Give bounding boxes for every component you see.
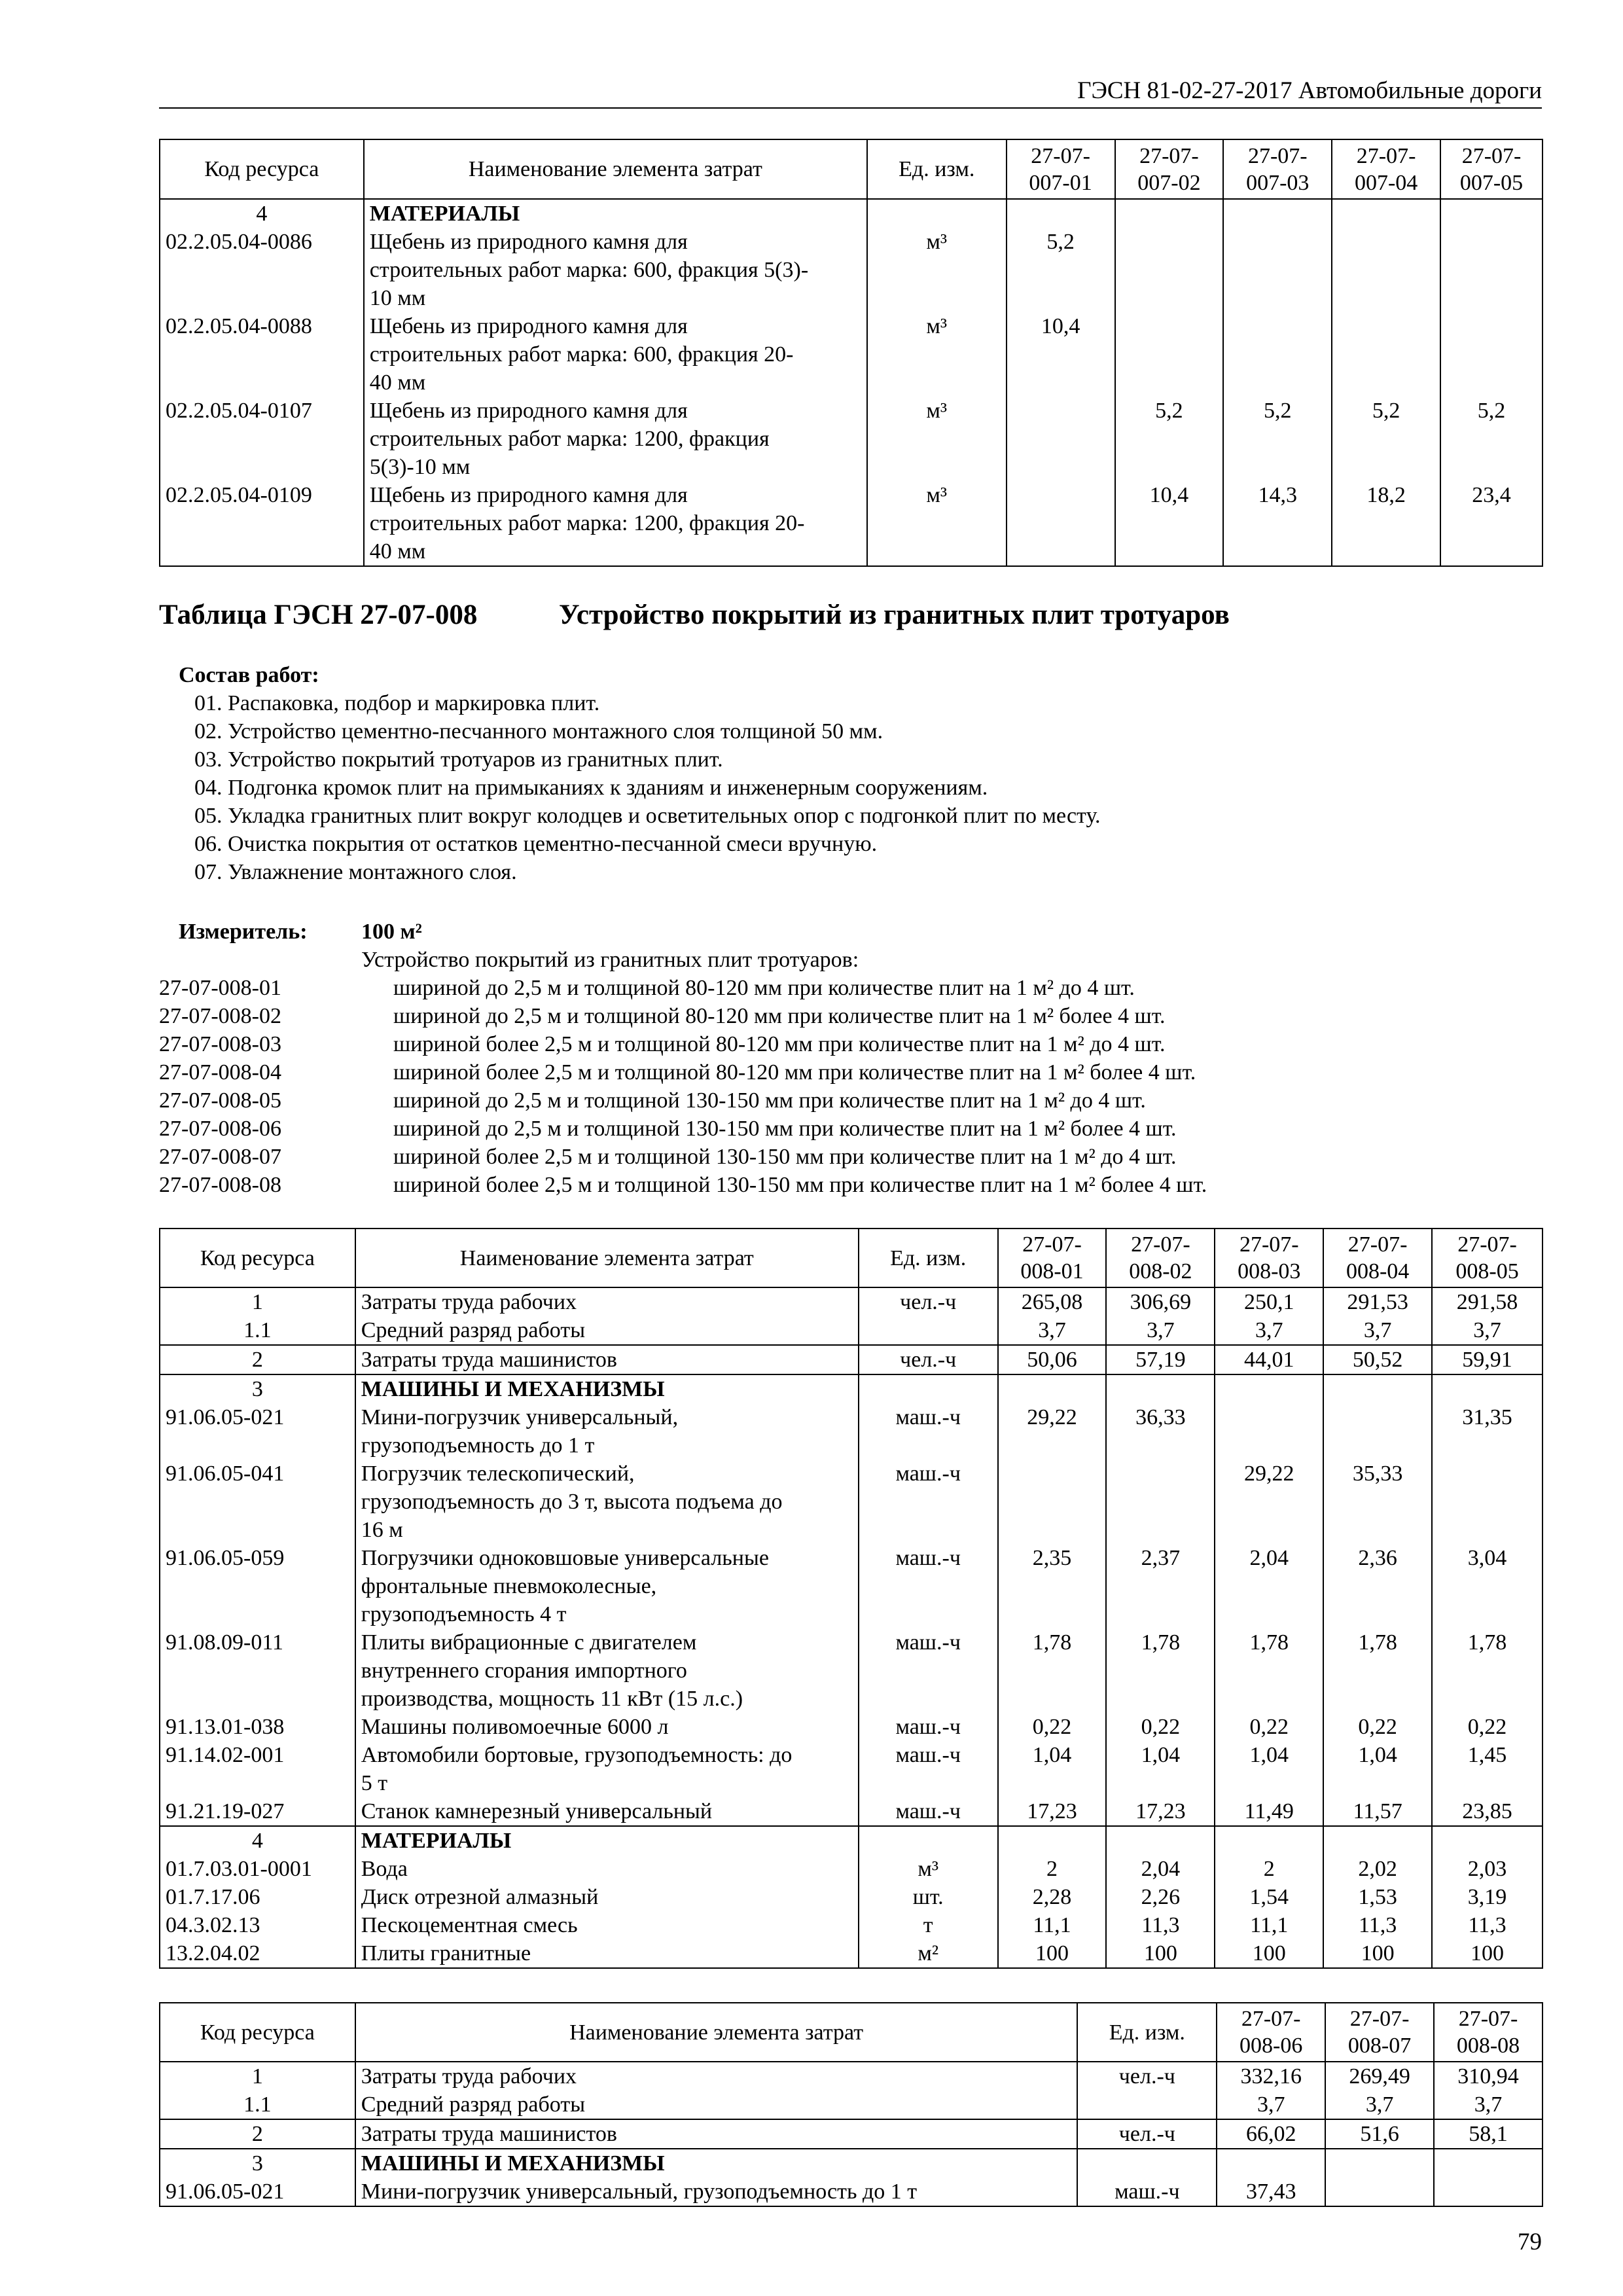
resource-code: 01.7.03.01-0001 (160, 1855, 355, 1883)
norm-value: 2,36 (1323, 1544, 1432, 1628)
norm-value: 3,7 (1432, 1316, 1543, 1345)
resource-name: Затраты труда машинистов (355, 1345, 859, 1374)
norm-value: 23,85 (1432, 1797, 1543, 1826)
norm-value: 2,04 (1215, 1544, 1323, 1628)
resource-unit: чел.-ч (1077, 2119, 1217, 2149)
norm-value (1106, 1826, 1215, 1855)
norm-value (1223, 312, 1332, 397)
norm-value: 5,2 (1115, 397, 1224, 481)
resource-row (160, 2119, 1543, 2149)
resource-name: МАШИНЫ И МЕХАНИЗМЫ (355, 2149, 1078, 2178)
norm-value: 332,16 (1217, 2062, 1325, 2090)
resource-unit: м² (859, 1939, 998, 1968)
norm-value: 100 (1106, 1939, 1215, 1968)
norm-value: 1,04 (998, 1741, 1107, 1797)
norm-item (159, 1086, 1337, 1115)
norm-value (1434, 2149, 1543, 2178)
work-composition (179, 661, 1101, 886)
norm-value: 1,04 (1215, 1741, 1323, 1797)
resource-code: 02.2.05.04-0088 (160, 312, 364, 397)
col-header-name: Наименование элемента затрат (355, 2003, 1078, 2062)
resource-unit: маш.-ч (859, 1713, 998, 1741)
norm-value: 2 (998, 1855, 1107, 1883)
resource-row (160, 1911, 1543, 1939)
resource-unit: маш.-ч (859, 1741, 998, 1797)
norm-value: 0,22 (1106, 1713, 1215, 1741)
norm-value: 3,7 (998, 1316, 1107, 1345)
resource-code: 91.21.19-027 (160, 1797, 355, 1826)
norm-description: шириной до 2,5 м и толщиной 130-150 мм при количестве плит на 1 м² до 4 шт. (393, 1088, 1146, 1113)
norm-value: 0,22 (1432, 1713, 1543, 1741)
resource-code: 4 (160, 199, 364, 228)
norm-value (1007, 199, 1115, 228)
operation-item: 05. Укладка гранитных плит вокруг колодцев и осветительных опор с подгонкой плит по месту. (194, 804, 1101, 828)
norm-value: 50,52 (1323, 1345, 1432, 1374)
resource-name: Погрузчик телескопический, грузоподъемность до 3 т, высота подъема до 16 м (355, 1460, 859, 1544)
resource-row (160, 2178, 1543, 2206)
resource-row (160, 1316, 1543, 1345)
resource-code: 04.3.02.13 (160, 1911, 355, 1939)
resource-unit: маш.-ч (859, 1628, 998, 1713)
norm-value (1007, 397, 1115, 481)
section-row (160, 1826, 1543, 1855)
resource-code: 2 (160, 1345, 355, 1374)
resource-row (160, 1403, 1543, 1460)
resource-name: Щебень из природного камня для строительных работ марка: 600, фракция 5(3)- 10 мм (364, 228, 867, 312)
norm-value: 35,33 (1323, 1460, 1432, 1544)
norm-value (1215, 1826, 1323, 1855)
col-header-norm: 27-07- 007-02 (1115, 139, 1224, 199)
norm-code: 27-07-008-02 (159, 1004, 281, 1028)
norm-value (998, 1826, 1107, 1855)
col-header-unit: Ед. изм. (867, 139, 1007, 199)
norm-item (159, 1115, 1337, 1143)
resource-row (160, 1855, 1543, 1883)
norm-value (1106, 1460, 1215, 1544)
norm-value: 269,49 (1325, 2062, 1434, 2090)
col-header-norm: 27-07- 008-05 (1432, 1229, 1543, 1287)
norm-code: 27-07-008-05 (159, 1088, 281, 1113)
resource-code: 01.7.17.06 (160, 1883, 355, 1911)
norm-code: 27-07-008-07 (159, 1145, 281, 1169)
operation-item: 01. Распаковка, подбор и маркировка плит. (194, 691, 600, 715)
norm-value: 3,19 (1432, 1883, 1543, 1911)
norm-value: 3,7 (1106, 1316, 1215, 1345)
norm-value: 1,78 (1432, 1628, 1543, 1713)
col-header-norm: 27-07- 008-08 (1434, 2003, 1543, 2062)
norm-value: 1,78 (998, 1628, 1107, 1713)
norm-value (1115, 312, 1224, 397)
col-header-norm: 27-07- 008-01 (998, 1229, 1107, 1287)
norm-value: 291,58 (1432, 1287, 1543, 1316)
norm-value (1215, 1374, 1323, 1403)
table-title-number: Таблица ГЭСН 27-07-008 (159, 600, 478, 630)
norm-value: 1,04 (1323, 1741, 1432, 1797)
norm-value: 2,04 (1106, 1855, 1215, 1883)
resource-row (160, 481, 1543, 566)
norm-value (1440, 312, 1543, 397)
work-composition-heading: Состав работ: (179, 663, 319, 687)
norm-value (1323, 1826, 1432, 1855)
norm-value: 265,08 (998, 1287, 1107, 1316)
norm-value (1215, 1403, 1323, 1460)
norm-value (1432, 1826, 1543, 1855)
resource-name: Машины поливомоечные 6000 л (355, 1713, 859, 1741)
resource-name: Станок камнерезный универсальный (355, 1797, 859, 1826)
norm-value (1115, 199, 1224, 228)
col-header-norm: 27-07- 007-05 (1440, 139, 1543, 199)
norm-value (1432, 1374, 1543, 1403)
norm-value (1440, 199, 1543, 228)
resource-code: 4 (160, 1826, 355, 1855)
resource-unit: м³ (867, 397, 1007, 481)
resource-row (160, 1883, 1543, 1911)
resource-row (160, 2062, 1543, 2090)
operation-item: 07. Увлажнение монтажного слоя. (194, 860, 517, 884)
norm-value: 29,22 (998, 1403, 1107, 1460)
resource-row (160, 1939, 1543, 1968)
resource-unit: маш.-ч (859, 1403, 998, 1460)
resource-row (160, 228, 1543, 312)
resource-unit (859, 1826, 998, 1855)
norm-value (1115, 228, 1224, 312)
norm-value: 36,33 (1106, 1403, 1215, 1460)
norm-value (1325, 2149, 1434, 2178)
norm-value: 100 (1323, 1939, 1432, 1968)
norm-description: шириной более 2,5 м и толщиной 130-150 мм при количестве плит на 1 м² до 4 шт. (393, 1145, 1177, 1169)
col-header-norm: 27-07- 007-03 (1223, 139, 1332, 199)
resource-name: МАШИНЫ И МЕХАНИЗМЫ (355, 1374, 859, 1403)
norm-value: 0,22 (1215, 1713, 1323, 1741)
norm-value: 10,4 (1115, 481, 1224, 566)
norm-value: 58,1 (1434, 2119, 1543, 2149)
col-header-unit: Ед. изм. (859, 1229, 998, 1287)
resource-unit: маш.-ч (859, 1460, 998, 1544)
norm-value: 3,7 (1215, 1316, 1323, 1345)
norm-value: 0,22 (998, 1713, 1107, 1741)
norm-value: 2,37 (1106, 1544, 1215, 1628)
resource-code: 13.2.04.02 (160, 1939, 355, 1968)
col-header-norm: 27-07- 008-03 (1215, 1229, 1323, 1287)
measurer-block (159, 918, 1337, 1199)
norm-code: 27-07-008-03 (159, 1032, 281, 1056)
col-header-code: Код ресурса (160, 2003, 355, 2062)
norm-value: 10,4 (1007, 312, 1115, 397)
page-number: 79 (1518, 2229, 1542, 2255)
col-header-norm: 27-07- 008-06 (1217, 2003, 1325, 2062)
norm-code: 27-07-008-01 (159, 976, 281, 1000)
resource-name: Автомобили бортовые, грузоподъемность: до 5 т (355, 1741, 859, 1797)
norm-value: 1,04 (1106, 1741, 1215, 1797)
norm-value: 37,43 (1217, 2178, 1325, 2206)
norm-description: шириной более 2,5 м и толщиной 80-120 мм при количестве плит на 1 м² до 4 шт. (393, 1032, 1166, 1056)
operation-item: 04. Подгонка кромок плит на примыканиях к зданиям и инженерным сооружениям. (194, 776, 988, 800)
resource-code: 2 (160, 2119, 355, 2149)
norm-value (1323, 1403, 1432, 1460)
norm-item (159, 1002, 1337, 1030)
norm-value (1007, 481, 1115, 566)
resource-name: Затраты труда рабочих (355, 2062, 1078, 2090)
resource-unit: чел.-ч (859, 1287, 998, 1316)
resource-row (160, 1544, 1543, 1628)
norm-value: 310,94 (1434, 2062, 1543, 2090)
col-header-norm: 27-07- 007-04 (1332, 139, 1440, 199)
norm-value: 50,06 (998, 1345, 1107, 1374)
norm-value: 11,3 (1106, 1911, 1215, 1939)
norm-description: шириной до 2,5 м и толщиной 80-120 мм при количестве плит на 1 м² более 4 шт. (393, 1004, 1166, 1028)
norm-code: 27-07-008-06 (159, 1117, 281, 1141)
resource-row (160, 1741, 1543, 1797)
norm-item (159, 1030, 1337, 1058)
resource-row (160, 1460, 1543, 1544)
norm-value: 23,4 (1440, 481, 1543, 566)
resource-code: 91.06.05-041 (160, 1460, 355, 1544)
norm-value: 66,02 (1217, 2119, 1325, 2149)
norm-value: 3,7 (1434, 2090, 1543, 2119)
table-title-name: Устройство покрытий из гранитных плит тротуаров (559, 600, 1230, 630)
operation-item: 03. Устройство покрытий тротуаров из гранитных плит. (194, 747, 723, 772)
norm-item (159, 1171, 1337, 1199)
norm-value: 100 (1215, 1939, 1323, 1968)
resource-row (160, 1797, 1543, 1826)
table-title (159, 599, 1230, 631)
resource-unit: чел.-ч (859, 1345, 998, 1374)
norm-value: 31,35 (1432, 1403, 1543, 1460)
resource-name: Щебень из природного камня для строительных работ марка: 1200, фракция 20- 40 мм (364, 481, 867, 566)
col-header-norm: 27-07- 008-02 (1106, 1229, 1215, 1287)
resource-table-008-b (159, 2002, 1543, 2207)
resource-code: 91.14.02-001 (160, 1741, 355, 1797)
norm-value: 100 (1432, 1939, 1543, 1968)
norm-value: 3,7 (1323, 1316, 1432, 1345)
resource-row (160, 312, 1543, 397)
resource-unit: маш.-ч (859, 1797, 998, 1826)
operation-item: 02. Устройство цементно-песчанного монтажного слоя толщиной 50 мм. (194, 719, 883, 744)
norm-value (1332, 199, 1440, 228)
norm-value: 291,53 (1323, 1287, 1432, 1316)
resource-name: Затраты труда рабочих (355, 1287, 859, 1316)
norm-value: 44,01 (1215, 1345, 1323, 1374)
norm-value: 11,1 (998, 1911, 1107, 1939)
norm-value: 1,45 (1432, 1741, 1543, 1797)
norm-value: 2,28 (998, 1883, 1107, 1911)
norm-description: шириной более 2,5 м и толщиной 80-120 мм при количестве плит на 1 м² более 4 шт. (393, 1060, 1196, 1085)
measurer-label: Измеритель: (179, 920, 308, 944)
col-header-code: Код ресурса (160, 1229, 355, 1287)
col-header-name: Наименование элемента затрат (364, 139, 867, 199)
norm-value: 3,7 (1217, 2090, 1325, 2119)
col-header-code: Код ресурса (160, 139, 364, 199)
norm-value (1434, 2178, 1543, 2206)
resource-table-008-a (159, 1228, 1543, 1969)
norm-value (1323, 1374, 1432, 1403)
norm-value: 29,22 (1215, 1460, 1323, 1544)
resource-code: 1.1 (160, 1316, 355, 1345)
resource-code: 91.06.05-059 (160, 1544, 355, 1628)
norm-value (998, 1460, 1107, 1544)
resource-unit: м³ (867, 228, 1007, 312)
norm-value (1223, 199, 1332, 228)
norm-value: 250,1 (1215, 1287, 1323, 1316)
norm-code: 27-07-008-04 (159, 1060, 281, 1085)
resource-unit (859, 1374, 998, 1403)
norm-description: шириной более 2,5 м и толщиной 130-150 мм при количестве плит на 1 м² более 4 шт. (393, 1173, 1207, 1197)
resource-unit: шт. (859, 1883, 998, 1911)
resource-unit: т (859, 1911, 998, 1939)
norm-value: 5,2 (1332, 397, 1440, 481)
resource-name: Средний разряд работы (355, 2090, 1078, 2119)
resource-code: 91.13.01-038 (160, 1713, 355, 1741)
resource-name: Диск отрезной алмазный (355, 1883, 859, 1911)
norm-value: 11,1 (1215, 1911, 1323, 1939)
resource-row (160, 1345, 1543, 1374)
norm-description: шириной до 2,5 м и толщиной 130-150 мм при количестве плит на 1 м² более 4 шт. (393, 1117, 1177, 1141)
norm-value: 2,02 (1323, 1855, 1432, 1883)
resource-unit (859, 1316, 998, 1345)
measurer-intro: Устройство покрытий из гранитных плит тротуаров: (361, 948, 859, 972)
col-header-norm: 27-07- 008-07 (1325, 2003, 1434, 2062)
resource-unit (1077, 2090, 1217, 2119)
norm-value: 100 (998, 1939, 1107, 1968)
norm-item (159, 1058, 1337, 1086)
resource-name: Мини-погрузчик универсальный, грузоподъемность до 1 т (355, 2178, 1078, 2206)
resource-name: Погрузчики одноковшовые универсальные фронтальные пневмоколесные, грузоподъемность 4 т (355, 1544, 859, 1628)
norm-value: 11,49 (1215, 1797, 1323, 1826)
norm-code: 27-07-008-08 (159, 1173, 281, 1197)
running-header: ГЭСН 81-02-27-2017 Автомобильные дороги (159, 75, 1542, 109)
resource-code: 91.06.05-021 (160, 2178, 355, 2206)
norm-value (1217, 2149, 1325, 2178)
resource-name: Щебень из природного камня для строительных работ марка: 600, фракция 20- 40 мм (364, 312, 867, 397)
norm-value (1440, 228, 1543, 312)
section-row (160, 199, 1543, 228)
norm-value (1332, 228, 1440, 312)
resource-table-007 (159, 139, 1543, 567)
resource-row (160, 397, 1543, 481)
norm-value: 1,54 (1215, 1883, 1323, 1911)
resource-row (160, 1287, 1543, 1316)
resource-name: Плиты гранитные (355, 1939, 859, 1968)
col-header-norm: 27-07- 008-04 (1323, 1229, 1432, 1287)
norm-value: 2,35 (998, 1544, 1107, 1628)
norm-value: 17,23 (998, 1797, 1107, 1826)
col-header-name: Наименование элемента затрат (355, 1229, 859, 1287)
norm-item (159, 1143, 1337, 1171)
resource-unit: маш.-ч (1077, 2178, 1217, 2206)
norm-value (998, 1374, 1107, 1403)
resource-name: Вода (355, 1855, 859, 1883)
norm-value: 11,3 (1323, 1911, 1432, 1939)
resource-unit (1077, 2149, 1217, 2178)
resource-name: Пескоцементная смесь (355, 1911, 859, 1939)
norm-value: 306,69 (1106, 1287, 1215, 1316)
norm-value: 1,78 (1323, 1628, 1432, 1713)
norm-value: 2 (1215, 1855, 1323, 1883)
norm-value: 0,22 (1323, 1713, 1432, 1741)
norm-value: 5,2 (1223, 397, 1332, 481)
resource-name: МАТЕРИАЛЫ (355, 1826, 859, 1855)
resource-unit: м³ (859, 1855, 998, 1883)
operation-item: 06. Очистка покрытия от остатков цементно-песчанной смеси вручную. (194, 832, 878, 856)
col-header-unit: Ед. изм. (1077, 2003, 1217, 2062)
resource-row (160, 1628, 1543, 1713)
norm-value: 11,57 (1323, 1797, 1432, 1826)
resource-name: Затраты труда машинистов (355, 2119, 1078, 2149)
norm-value (1332, 312, 1440, 397)
resource-code: 02.2.05.04-0109 (160, 481, 364, 566)
resource-code: 1 (160, 2062, 355, 2090)
norm-value: 3,7 (1325, 2090, 1434, 2119)
norm-value: 1,53 (1323, 1883, 1432, 1911)
resource-code: 1 (160, 1287, 355, 1316)
norm-value: 51,6 (1325, 2119, 1434, 2149)
resource-code: 91.08.09-011 (160, 1628, 355, 1713)
resource-row (160, 1713, 1543, 1741)
resource-code: 02.2.05.04-0086 (160, 228, 364, 312)
norm-value (1325, 2178, 1434, 2206)
norm-value: 59,91 (1432, 1345, 1543, 1374)
measurer-unit: 100 м² (361, 920, 422, 944)
norm-value (1223, 228, 1332, 312)
resource-code: 3 (160, 2149, 355, 2178)
resource-unit (867, 199, 1007, 228)
resource-code: 3 (160, 1374, 355, 1403)
resource-unit: м³ (867, 312, 1007, 397)
norm-value: 57,19 (1106, 1345, 1215, 1374)
norm-value: 14,3 (1223, 481, 1332, 566)
section-row (160, 1374, 1543, 1403)
resource-name: Плиты вибрационные с двигателем внутреннего сгорания импортного производства, мощность 11 кВт (15 л.с.) (355, 1628, 859, 1713)
norm-value: 2,26 (1106, 1883, 1215, 1911)
resource-code: 91.06.05-021 (160, 1403, 355, 1460)
norm-description: шириной до 2,5 м и толщиной 80-120 мм при количестве плит на 1 м² до 4 шт. (393, 976, 1135, 1000)
norm-value: 2,03 (1432, 1855, 1543, 1883)
resource-name: Средний разряд работы (355, 1316, 859, 1345)
norm-value: 18,2 (1332, 481, 1440, 566)
resource-unit: маш.-ч (859, 1544, 998, 1628)
col-header-norm: 27-07- 007-01 (1007, 139, 1115, 199)
resource-unit: чел.-ч (1077, 2062, 1217, 2090)
norm-value (1432, 1460, 1543, 1544)
norm-value: 5,2 (1007, 228, 1115, 312)
resource-name: Мини-погрузчик универсальный, грузоподъемность до 1 т (355, 1403, 859, 1460)
norm-value: 5,2 (1440, 397, 1543, 481)
section-row (160, 2149, 1543, 2178)
norm-value: 3,04 (1432, 1544, 1543, 1628)
resource-name: МАТЕРИАЛЫ (364, 199, 867, 228)
norm-value: 17,23 (1106, 1797, 1215, 1826)
norm-value: 1,78 (1215, 1628, 1323, 1713)
norm-value: 11,3 (1432, 1911, 1543, 1939)
norm-item (159, 974, 1337, 1002)
resource-name: Щебень из природного камня для строительных работ марка: 1200, фракция 5(3)-10 мм (364, 397, 867, 481)
resource-row (160, 2090, 1543, 2119)
resource-code: 02.2.05.04-0107 (160, 397, 364, 481)
norm-value: 1,78 (1106, 1628, 1215, 1713)
resource-unit: м³ (867, 481, 1007, 566)
resource-code: 1.1 (160, 2090, 355, 2119)
norm-value (1106, 1374, 1215, 1403)
